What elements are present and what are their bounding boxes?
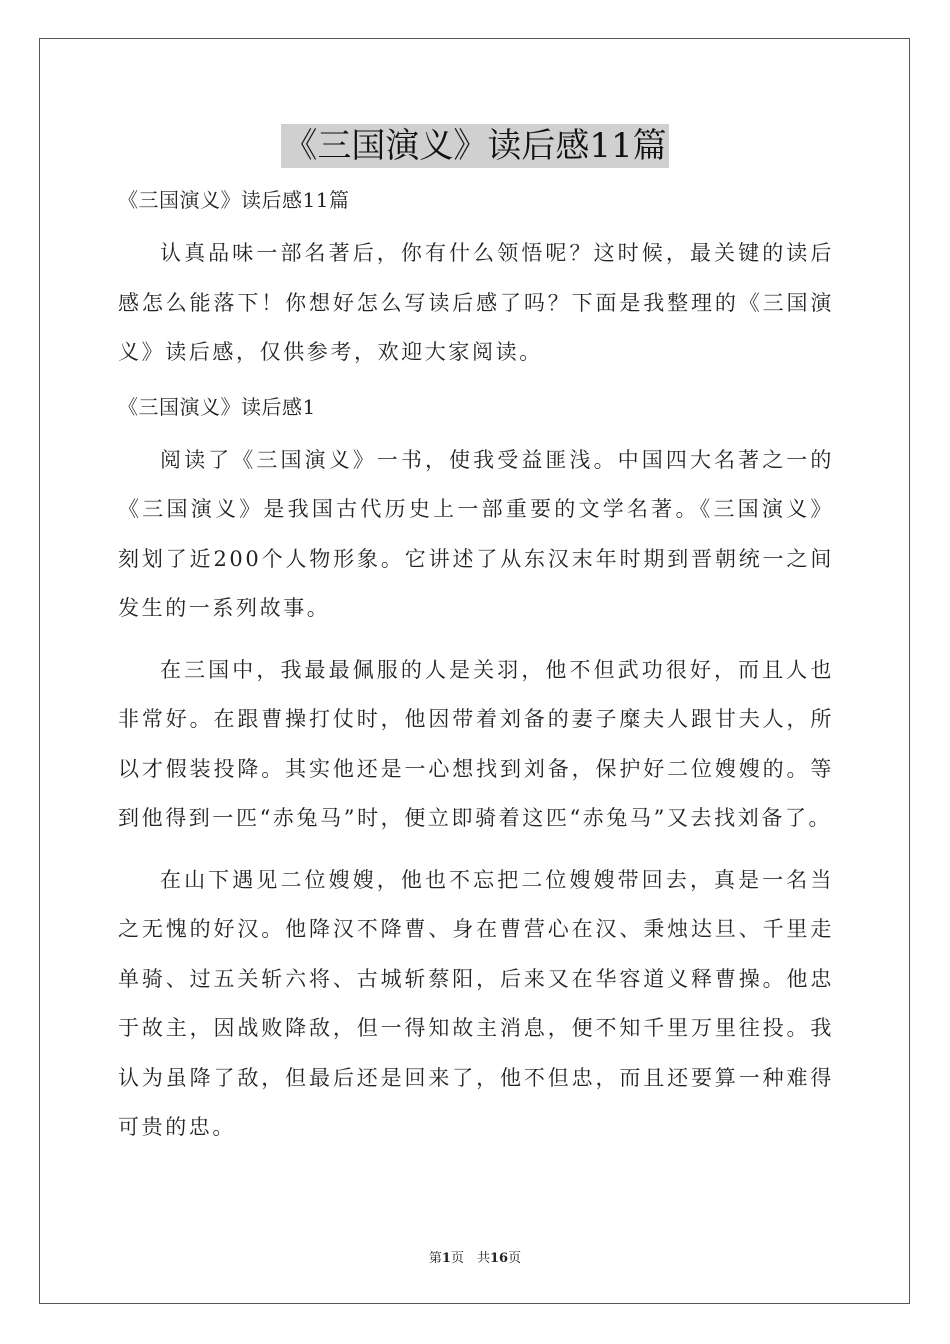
document-body xyxy=(118,180,834,1153)
body-paragraph: 在山下遇见二位嫂嫂，他也不忘把二位嫂嫂带回去，真是一名当之无愧的好汉。他降汉不降曹、身在曹营心在汉、秉烛达旦、千里走单骑、过五关斩六将、古城斩蔡阳，后来又在华容道义释曹操。他忠于故主，因战败降敌，但一得知故主消息，便不知千里万里往投。我认为虽降了敌，但最后还是回来了，他不但忠，而且还要算一种难得可贵的忠。 xyxy=(118,867,834,1139)
footer-page-number: 1 xyxy=(441,1251,451,1266)
body-paragraph: 在三国中，我最最佩服的人是关羽，他不但武功很好，而且人也非常好。在跟曹操打仗时，他因带着刘备的妻子糜夫人跟甘夫人，所以才假装投降。其实他还是一心想找到刘备，保护好二位嫂嫂的。等到他得到一匹“赤兔马”时，便立即骑着这匹“赤兔马”又去找刘备了。 xyxy=(118,657,834,830)
footer-page-suffix: 页 xyxy=(508,1251,522,1266)
body-paragraph: 阅读了《三国演义》一书，使我受益匪浅。中国四大名著之一的《三国演义》是我国古代历史上一部重要的文学名著。《三国演义》刻划了近200个人物形象。它讲述了从东汉末年时期到晋朝统一之间发生的一系列故事。 xyxy=(118,447,834,620)
footer-page-prefix: 第 xyxy=(428,1251,442,1266)
footer-page-mid: 页 共 xyxy=(450,1251,490,1266)
page-footer xyxy=(0,1247,950,1266)
document-title xyxy=(0,124,950,168)
intro-paragraph: 认真品味一部名著后，你有什么领悟呢？这时候，最关键的读后感怎么能落下！你想好怎么写读后感了吗？下面是我整理的《三国演义》读后感，仅供参考，欢迎大家阅读。 xyxy=(118,241,834,364)
document-subtitle: 《三国演义》读后感11篇 xyxy=(118,188,350,212)
document-title-text: 《三国演义》读后感11篇 xyxy=(283,126,667,166)
footer-total-pages: 16 xyxy=(489,1251,509,1266)
section-heading: 《三国演义》读后感1 xyxy=(118,394,316,419)
